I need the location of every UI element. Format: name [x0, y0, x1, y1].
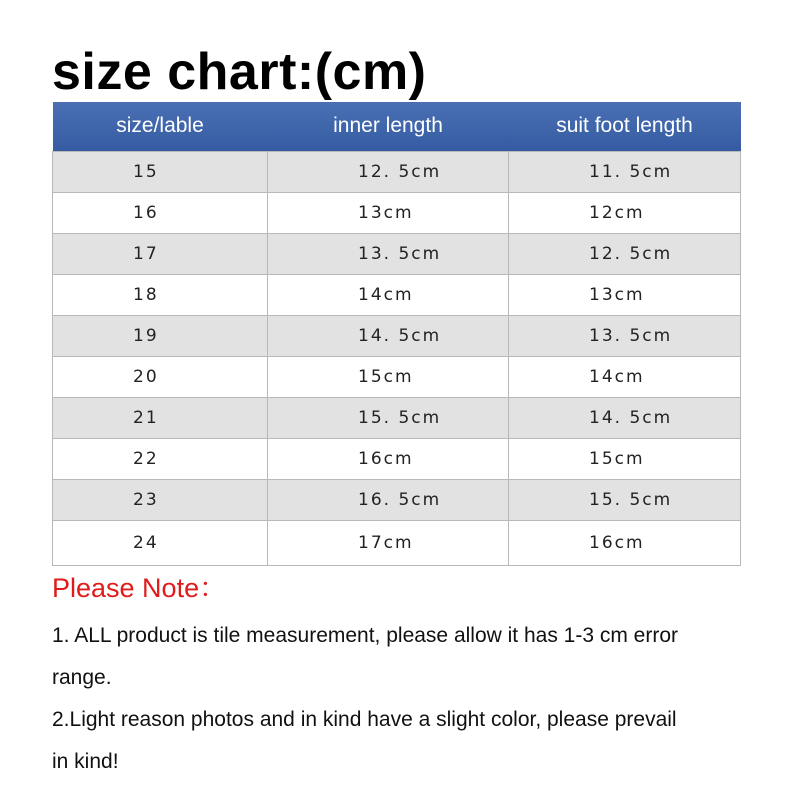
cell-size: 19 — [53, 316, 268, 357]
cell-size: 15 — [53, 152, 268, 193]
cell-suit-foot-length: 13. 5cm — [509, 316, 741, 357]
note-line-1: 1. ALL product is tile measurement, please allow it has 1-3 cm error — [52, 624, 679, 647]
cell-suit-foot-length: 11. 5cm — [509, 152, 741, 193]
cell-size: 23 — [53, 480, 268, 521]
table-row — [53, 521, 741, 566]
size-chart-table — [52, 102, 741, 566]
cell-inner-length: 16cm — [268, 439, 509, 480]
column-header-suit-foot-length: suit foot length — [509, 102, 741, 152]
cell-inner-length: 14. 5cm — [268, 316, 509, 357]
cell-inner-length: 15cm — [268, 357, 509, 398]
cell-suit-foot-length: 14cm — [509, 357, 741, 398]
cell-suit-foot-length: 15. 5cm — [509, 480, 741, 521]
cell-inner-length: 15. 5cm — [268, 398, 509, 439]
cell-size: 17 — [53, 234, 268, 275]
page-title: size chart:(cm) — [52, 43, 427, 101]
cell-suit-foot-length: 15cm — [509, 439, 741, 480]
table-row — [53, 193, 741, 234]
cell-inner-length: 16. 5cm — [268, 480, 509, 521]
cell-inner-length: 17cm — [268, 521, 509, 566]
table-row — [53, 234, 741, 275]
note-line-2-continued: in kind! — [52, 750, 119, 773]
table-row — [53, 152, 741, 193]
cell-size: 16 — [53, 193, 268, 234]
cell-suit-foot-length: 13cm — [509, 275, 741, 316]
table-row — [53, 480, 741, 521]
cell-size: 24 — [53, 521, 268, 566]
cell-inner-length: 13cm — [268, 193, 509, 234]
cell-suit-foot-length: 12cm — [509, 193, 741, 234]
note-line-1-continued: range. — [52, 666, 112, 689]
table-header-row — [53, 102, 741, 152]
cell-size: 20 — [53, 357, 268, 398]
cell-inner-length: 13. 5cm — [268, 234, 509, 275]
cell-size: 18 — [53, 275, 268, 316]
table-row — [53, 275, 741, 316]
cell-suit-foot-length: 16cm — [509, 521, 741, 566]
cell-inner-length: 12. 5cm — [268, 152, 509, 193]
column-header-size: size/lable — [53, 102, 268, 152]
table-row — [53, 316, 741, 357]
column-header-inner-length: inner length — [268, 102, 509, 152]
cell-suit-foot-length: 12. 5cm — [509, 234, 741, 275]
cell-size: 22 — [53, 439, 268, 480]
cell-inner-length: 14cm — [268, 275, 509, 316]
note-line-2: 2.Light reason photos and in kind have a slight color, please prevail — [52, 708, 677, 731]
table-row — [53, 398, 741, 439]
note-heading: Please Note： — [52, 573, 227, 603]
table-row — [53, 357, 741, 398]
table-row — [53, 439, 741, 480]
cell-suit-foot-length: 14. 5cm — [509, 398, 741, 439]
cell-size: 21 — [53, 398, 268, 439]
